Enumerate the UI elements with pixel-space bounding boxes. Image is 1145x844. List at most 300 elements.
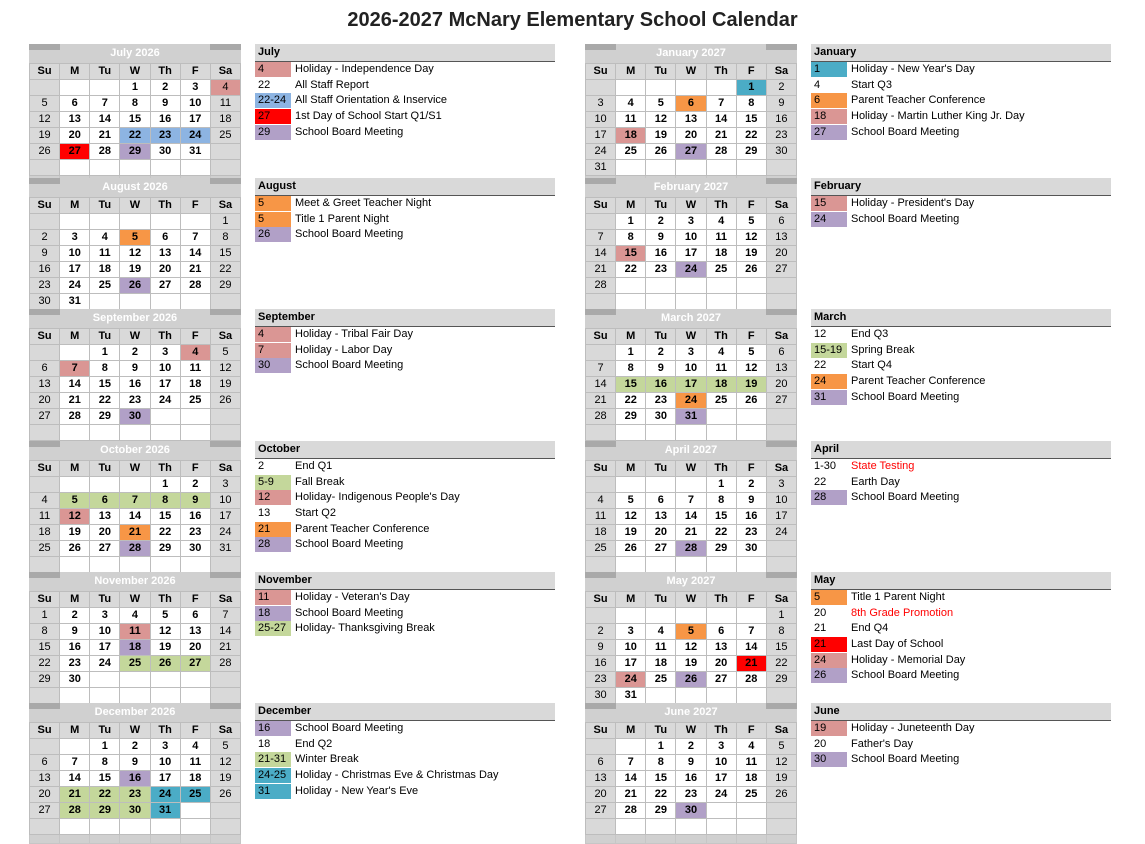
day-cell[interactable]: 22: [120, 128, 150, 144]
day-cell[interactable]: [766, 557, 796, 573]
day-cell[interactable]: [60, 345, 90, 361]
day-cell[interactable]: 18: [180, 377, 210, 393]
day-cell[interactable]: 30: [120, 803, 150, 819]
day-cell[interactable]: 1: [646, 739, 676, 755]
day-cell[interactable]: 1: [766, 608, 796, 624]
day-cell[interactable]: [60, 819, 90, 835]
day-cell[interactable]: [150, 557, 180, 573]
day-cell[interactable]: [586, 80, 616, 96]
day-cell[interactable]: [90, 160, 120, 176]
day-cell[interactable]: 29: [616, 409, 646, 425]
event-item[interactable]: [811, 490, 1111, 506]
day-cell[interactable]: 31: [586, 160, 616, 176]
event-item[interactable]: [811, 93, 1111, 109]
day-cell[interactable]: [60, 160, 90, 176]
day-cell[interactable]: [150, 819, 180, 835]
day-cell[interactable]: 22: [90, 787, 120, 803]
day-cell[interactable]: 21: [586, 262, 616, 278]
day-cell[interactable]: 3: [706, 739, 736, 755]
day-cell[interactable]: 8: [150, 493, 180, 509]
day-cell[interactable]: 24: [676, 393, 706, 409]
day-cell[interactable]: 24: [586, 144, 616, 160]
day-cell[interactable]: [646, 688, 676, 704]
day-cell[interactable]: [90, 294, 120, 310]
day-cell[interactable]: [646, 557, 676, 573]
day-cell[interactable]: [150, 425, 180, 441]
day-cell[interactable]: 30: [120, 409, 150, 425]
day-cell[interactable]: [150, 160, 180, 176]
day-cell[interactable]: 19: [646, 128, 676, 144]
day-cell[interactable]: [616, 477, 646, 493]
day-cell[interactable]: 10: [706, 755, 736, 771]
day-cell[interactable]: 2: [736, 477, 766, 493]
day-cell[interactable]: 7: [616, 755, 646, 771]
day-cell[interactable]: 19: [60, 525, 90, 541]
day-cell[interactable]: 25: [210, 128, 240, 144]
day-cell[interactable]: 14: [210, 624, 240, 640]
day-cell[interactable]: [90, 672, 120, 688]
day-cell[interactable]: [676, 294, 706, 310]
day-cell[interactable]: [586, 345, 616, 361]
day-cell[interactable]: 24: [766, 525, 796, 541]
day-cell[interactable]: 9: [676, 755, 706, 771]
day-cell[interactable]: 14: [180, 246, 210, 262]
event-item[interactable]: [255, 768, 555, 784]
day-cell[interactable]: 5: [736, 214, 766, 230]
day-cell[interactable]: 12: [120, 246, 150, 262]
day-cell[interactable]: [736, 688, 766, 704]
day-cell[interactable]: [646, 425, 676, 441]
day-cell[interactable]: [586, 214, 616, 230]
day-cell[interactable]: [586, 425, 616, 441]
day-cell[interactable]: 21: [616, 787, 646, 803]
day-cell[interactable]: [210, 409, 240, 425]
event-item[interactable]: [255, 358, 555, 374]
day-cell[interactable]: 11: [210, 96, 240, 112]
day-cell[interactable]: [150, 214, 180, 230]
day-cell[interactable]: 26: [766, 787, 796, 803]
day-cell[interactable]: [706, 278, 736, 294]
day-cell[interactable]: [90, 214, 120, 230]
day-cell[interactable]: 14: [676, 509, 706, 525]
day-cell[interactable]: [766, 803, 796, 819]
day-cell[interactable]: [616, 819, 646, 835]
day-cell[interactable]: 1: [616, 214, 646, 230]
day-cell[interactable]: 16: [766, 112, 796, 128]
day-cell[interactable]: 23: [646, 262, 676, 278]
day-cell[interactable]: 28: [706, 144, 736, 160]
day-cell[interactable]: [586, 294, 616, 310]
event-item[interactable]: [811, 606, 1111, 622]
day-cell[interactable]: 10: [180, 96, 210, 112]
day-cell[interactable]: 27: [766, 262, 796, 278]
day-cell[interactable]: [736, 557, 766, 573]
day-cell[interactable]: 4: [646, 624, 676, 640]
day-cell[interactable]: 9: [120, 755, 150, 771]
day-cell[interactable]: 22: [706, 525, 736, 541]
day-cell[interactable]: 29: [120, 144, 150, 160]
day-cell[interactable]: 28: [120, 541, 150, 557]
day-cell[interactable]: [676, 557, 706, 573]
day-cell[interactable]: 13: [30, 771, 60, 787]
day-cell[interactable]: 23: [30, 278, 60, 294]
day-cell[interactable]: 16: [586, 656, 616, 672]
day-cell[interactable]: 30: [60, 672, 90, 688]
day-cell[interactable]: 23: [586, 672, 616, 688]
event-item[interactable]: [255, 737, 555, 753]
day-cell[interactable]: 13: [586, 771, 616, 787]
day-cell[interactable]: 12: [676, 640, 706, 656]
day-cell[interactable]: [676, 477, 706, 493]
event-item[interactable]: [255, 522, 555, 538]
day-cell[interactable]: [60, 425, 90, 441]
event-item[interactable]: [255, 752, 555, 768]
day-cell[interactable]: 18: [736, 771, 766, 787]
day-cell[interactable]: 6: [706, 624, 736, 640]
day-cell[interactable]: 15: [150, 509, 180, 525]
day-cell[interactable]: [616, 739, 646, 755]
event-item[interactable]: [255, 475, 555, 491]
day-cell[interactable]: 28: [60, 803, 90, 819]
event-item[interactable]: [255, 327, 555, 343]
day-cell[interactable]: [616, 294, 646, 310]
day-cell[interactable]: [90, 477, 120, 493]
day-cell[interactable]: [210, 672, 240, 688]
day-cell[interactable]: 5: [210, 345, 240, 361]
day-cell[interactable]: 3: [676, 214, 706, 230]
day-cell[interactable]: 18: [180, 771, 210, 787]
day-cell[interactable]: 28: [210, 656, 240, 672]
day-cell[interactable]: [210, 294, 240, 310]
day-cell[interactable]: 25: [180, 787, 210, 803]
day-cell[interactable]: 26: [676, 672, 706, 688]
day-cell[interactable]: [180, 688, 210, 704]
event-item[interactable]: [811, 752, 1111, 768]
day-cell[interactable]: [180, 672, 210, 688]
day-cell[interactable]: 23: [676, 787, 706, 803]
day-cell[interactable]: [736, 409, 766, 425]
day-cell[interactable]: 19: [676, 656, 706, 672]
day-cell[interactable]: [210, 557, 240, 573]
day-cell[interactable]: [120, 557, 150, 573]
day-cell[interactable]: 12: [736, 361, 766, 377]
day-cell[interactable]: 13: [30, 377, 60, 393]
day-cell[interactable]: 8: [766, 624, 796, 640]
day-cell[interactable]: [90, 425, 120, 441]
day-cell[interactable]: [766, 409, 796, 425]
day-cell[interactable]: 23: [120, 393, 150, 409]
day-cell[interactable]: 6: [180, 608, 210, 624]
day-cell[interactable]: 6: [646, 493, 676, 509]
day-cell[interactable]: 7: [706, 96, 736, 112]
day-cell[interactable]: [60, 557, 90, 573]
day-cell[interactable]: [736, 803, 766, 819]
day-cell[interactable]: [586, 739, 616, 755]
day-cell[interactable]: 16: [120, 377, 150, 393]
day-cell[interactable]: 27: [150, 278, 180, 294]
day-cell[interactable]: [586, 819, 616, 835]
day-cell[interactable]: 15: [706, 509, 736, 525]
day-cell[interactable]: [30, 160, 60, 176]
day-cell[interactable]: 14: [90, 112, 120, 128]
event-item[interactable]: [255, 784, 555, 800]
day-cell[interactable]: 26: [210, 393, 240, 409]
day-cell[interactable]: [646, 477, 676, 493]
day-cell[interactable]: 5: [646, 96, 676, 112]
day-cell[interactable]: 30: [30, 294, 60, 310]
day-cell[interactable]: 17: [150, 377, 180, 393]
day-cell[interactable]: 25: [586, 541, 616, 557]
day-cell[interactable]: 20: [766, 246, 796, 262]
day-cell[interactable]: [120, 214, 150, 230]
day-cell[interactable]: 20: [586, 787, 616, 803]
day-cell[interactable]: 16: [120, 771, 150, 787]
day-cell[interactable]: 30: [150, 144, 180, 160]
day-cell[interactable]: 30: [766, 144, 796, 160]
day-cell[interactable]: [676, 608, 706, 624]
day-cell[interactable]: 9: [646, 361, 676, 377]
day-cell[interactable]: 22: [616, 393, 646, 409]
day-cell[interactable]: 8: [616, 361, 646, 377]
day-cell[interactable]: 2: [646, 345, 676, 361]
day-cell[interactable]: 12: [150, 624, 180, 640]
day-cell[interactable]: 9: [646, 230, 676, 246]
day-cell[interactable]: 18: [120, 640, 150, 656]
event-item[interactable]: [811, 668, 1111, 684]
day-cell[interactable]: 21: [676, 525, 706, 541]
day-cell[interactable]: 16: [646, 246, 676, 262]
day-cell[interactable]: 24: [90, 656, 120, 672]
day-cell[interactable]: [180, 803, 210, 819]
day-cell[interactable]: 25: [180, 393, 210, 409]
day-cell[interactable]: 14: [586, 246, 616, 262]
day-cell[interactable]: 10: [150, 361, 180, 377]
day-cell[interactable]: 1: [150, 477, 180, 493]
day-cell[interactable]: 4: [736, 739, 766, 755]
day-cell[interactable]: 7: [676, 493, 706, 509]
day-cell[interactable]: 21: [736, 656, 766, 672]
day-cell[interactable]: 18: [616, 128, 646, 144]
day-cell[interactable]: 28: [736, 672, 766, 688]
day-cell[interactable]: 30: [736, 541, 766, 557]
day-cell[interactable]: 14: [706, 112, 736, 128]
day-cell[interactable]: 6: [676, 96, 706, 112]
day-cell[interactable]: [766, 425, 796, 441]
day-cell[interactable]: 14: [60, 377, 90, 393]
day-cell[interactable]: 9: [60, 624, 90, 640]
day-cell[interactable]: 26: [60, 541, 90, 557]
day-cell[interactable]: 7: [586, 230, 616, 246]
day-cell[interactable]: [706, 803, 736, 819]
day-cell[interactable]: [30, 214, 60, 230]
day-cell[interactable]: 28: [676, 541, 706, 557]
day-cell[interactable]: [210, 803, 240, 819]
day-cell[interactable]: [736, 819, 766, 835]
day-cell[interactable]: 20: [60, 128, 90, 144]
day-cell[interactable]: [766, 688, 796, 704]
day-cell[interactable]: 11: [90, 246, 120, 262]
day-cell[interactable]: 15: [616, 246, 646, 262]
day-cell[interactable]: [736, 278, 766, 294]
event-item[interactable]: [255, 93, 555, 109]
day-cell[interactable]: 31: [150, 803, 180, 819]
day-cell[interactable]: 25: [616, 144, 646, 160]
day-cell[interactable]: [180, 160, 210, 176]
day-cell[interactable]: [706, 160, 736, 176]
day-cell[interactable]: 29: [30, 672, 60, 688]
day-cell[interactable]: 27: [766, 393, 796, 409]
day-cell[interactable]: 4: [210, 80, 240, 96]
day-cell[interactable]: 6: [30, 361, 60, 377]
day-cell[interactable]: [90, 819, 120, 835]
day-cell[interactable]: [706, 425, 736, 441]
day-cell[interactable]: [30, 345, 60, 361]
day-cell[interactable]: 20: [30, 787, 60, 803]
day-cell[interactable]: 27: [30, 409, 60, 425]
day-cell[interactable]: 18: [646, 656, 676, 672]
day-cell[interactable]: 26: [30, 144, 60, 160]
day-cell[interactable]: [120, 672, 150, 688]
day-cell[interactable]: 15: [616, 377, 646, 393]
day-cell[interactable]: 4: [90, 230, 120, 246]
day-cell[interactable]: 11: [706, 361, 736, 377]
day-cell[interactable]: [706, 688, 736, 704]
day-cell[interactable]: 17: [586, 128, 616, 144]
day-cell[interactable]: 24: [150, 393, 180, 409]
day-cell[interactable]: 24: [150, 787, 180, 803]
day-cell[interactable]: 24: [676, 262, 706, 278]
day-cell[interactable]: 21: [60, 393, 90, 409]
day-cell[interactable]: [616, 608, 646, 624]
day-cell[interactable]: 3: [586, 96, 616, 112]
day-cell[interactable]: 4: [120, 608, 150, 624]
day-cell[interactable]: [706, 608, 736, 624]
day-cell[interactable]: 22: [766, 656, 796, 672]
day-cell[interactable]: 27: [90, 541, 120, 557]
day-cell[interactable]: 7: [120, 493, 150, 509]
event-item[interactable]: [255, 109, 555, 125]
day-cell[interactable]: 25: [120, 656, 150, 672]
day-cell[interactable]: [736, 425, 766, 441]
day-cell[interactable]: 19: [766, 771, 796, 787]
day-cell[interactable]: 23: [60, 656, 90, 672]
day-cell[interactable]: 8: [120, 96, 150, 112]
day-cell[interactable]: 5: [616, 493, 646, 509]
event-item[interactable]: [811, 374, 1111, 390]
day-cell[interactable]: 3: [150, 739, 180, 755]
day-cell[interactable]: 27: [30, 803, 60, 819]
day-cell[interactable]: 27: [676, 144, 706, 160]
event-item[interactable]: [255, 196, 555, 212]
day-cell[interactable]: [30, 688, 60, 704]
event-item[interactable]: [255, 125, 555, 141]
day-cell[interactable]: 6: [766, 214, 796, 230]
day-cell[interactable]: 14: [60, 771, 90, 787]
day-cell[interactable]: 13: [766, 230, 796, 246]
day-cell[interactable]: 24: [210, 525, 240, 541]
day-cell[interactable]: 19: [120, 262, 150, 278]
day-cell[interactable]: 20: [706, 656, 736, 672]
day-cell[interactable]: 10: [60, 246, 90, 262]
day-cell[interactable]: 21: [586, 393, 616, 409]
day-cell[interactable]: 26: [120, 278, 150, 294]
day-cell[interactable]: [646, 160, 676, 176]
event-item[interactable]: [255, 490, 555, 506]
day-cell[interactable]: 12: [210, 755, 240, 771]
day-cell[interactable]: 16: [646, 377, 676, 393]
day-cell[interactable]: 7: [60, 361, 90, 377]
day-cell[interactable]: [180, 557, 210, 573]
day-cell[interactable]: 3: [150, 345, 180, 361]
day-cell[interactable]: 17: [150, 771, 180, 787]
day-cell[interactable]: 2: [30, 230, 60, 246]
day-cell[interactable]: [706, 819, 736, 835]
event-item[interactable]: [255, 343, 555, 359]
day-cell[interactable]: 15: [736, 112, 766, 128]
day-cell[interactable]: 12: [766, 755, 796, 771]
day-cell[interactable]: 2: [120, 345, 150, 361]
day-cell[interactable]: 3: [766, 477, 796, 493]
day-cell[interactable]: 29: [210, 278, 240, 294]
event-item[interactable]: [255, 590, 555, 606]
day-cell[interactable]: [210, 819, 240, 835]
day-cell[interactable]: 15: [646, 771, 676, 787]
day-cell[interactable]: 4: [706, 214, 736, 230]
day-cell[interactable]: 5: [676, 624, 706, 640]
day-cell[interactable]: 13: [60, 112, 90, 128]
day-cell[interactable]: 9: [736, 493, 766, 509]
day-cell[interactable]: 1: [90, 739, 120, 755]
day-cell[interactable]: [30, 557, 60, 573]
event-item[interactable]: [811, 621, 1111, 637]
event-item[interactable]: [811, 590, 1111, 606]
day-cell[interactable]: 6: [60, 96, 90, 112]
day-cell[interactable]: 22: [150, 525, 180, 541]
day-cell[interactable]: 8: [90, 361, 120, 377]
day-cell[interactable]: 4: [586, 493, 616, 509]
day-cell[interactable]: 25: [646, 672, 676, 688]
day-cell[interactable]: [210, 688, 240, 704]
day-cell[interactable]: 3: [616, 624, 646, 640]
day-cell[interactable]: 19: [150, 640, 180, 656]
day-cell[interactable]: [90, 80, 120, 96]
day-cell[interactable]: 21: [210, 640, 240, 656]
day-cell[interactable]: 23: [736, 525, 766, 541]
day-cell[interactable]: 31: [210, 541, 240, 557]
day-cell[interactable]: [586, 557, 616, 573]
day-cell[interactable]: [646, 819, 676, 835]
event-item[interactable]: [255, 537, 555, 553]
day-cell[interactable]: 27: [180, 656, 210, 672]
day-cell[interactable]: [676, 160, 706, 176]
day-cell[interactable]: 17: [676, 246, 706, 262]
day-cell[interactable]: [646, 278, 676, 294]
event-item[interactable]: [811, 390, 1111, 406]
event-item[interactable]: [811, 212, 1111, 228]
day-cell[interactable]: 15: [90, 771, 120, 787]
day-cell[interactable]: 12: [30, 112, 60, 128]
event-item[interactable]: [811, 327, 1111, 343]
day-cell[interactable]: 22: [210, 262, 240, 278]
day-cell[interactable]: 11: [706, 230, 736, 246]
day-cell[interactable]: 27: [60, 144, 90, 160]
day-cell[interactable]: 13: [676, 112, 706, 128]
day-cell[interactable]: 5: [30, 96, 60, 112]
day-cell[interactable]: 24: [616, 672, 646, 688]
day-cell[interactable]: 4: [616, 96, 646, 112]
day-cell[interactable]: 12: [646, 112, 676, 128]
day-cell[interactable]: 5: [210, 739, 240, 755]
